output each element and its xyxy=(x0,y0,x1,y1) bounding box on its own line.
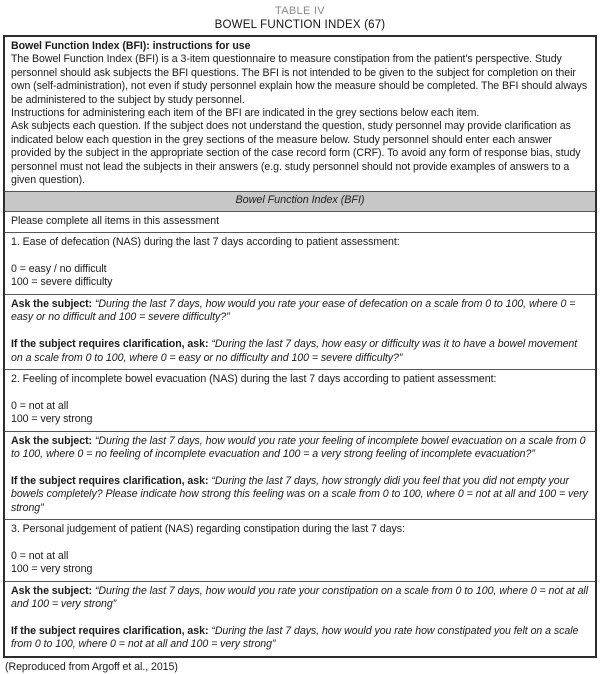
spacer xyxy=(11,386,589,399)
instructions-paragraph-3: Ask subjects each question. If the subject does not understand the question, study personnel may provide clarification as indicated below each question in the grey sections of the measure below. Study personnel should enter each answer provided by the subject in the appropriate section of the case record form (CRF). To avoid any form of response bias, study personnel must not lead the subjects in their answers (e.g. study personnel should not provide examples of answers to a given question). xyxy=(11,120,581,187)
spacer xyxy=(11,536,589,549)
clarification-label: If the subject requires clarification, ask: xyxy=(11,338,209,351)
item2-question-cell xyxy=(5,369,595,431)
spacer xyxy=(11,250,589,263)
ask-subject-quote: “During the last 7 days, how would you rate your constipation on a scale from 0 to 100, where 0 = not at all and 100 = very strong” xyxy=(11,584,589,610)
scale-low-label: 0 = not at all xyxy=(11,399,69,412)
instructions-cell xyxy=(5,37,595,191)
spacer xyxy=(11,325,589,338)
clarification-block xyxy=(11,625,589,652)
spacer xyxy=(11,611,589,624)
table-number-heading: TABLE IV xyxy=(275,5,325,17)
reproduced-caption: (Reproduced from Argoff et al., 2015) xyxy=(5,660,178,673)
question-text: 2. Feeling of incomplete bowel evacuation (NAS) during the last 7 days according to patient assessment: xyxy=(11,372,497,385)
ask-subject-quote: “During the last 7 days, how would you rate your feeling of incomplete bowel evacuation on a scale from 0 to 100, where 0 = no feeling of incomplete evacuation and 100 = a very strong feeling of incomplete evacuation?” xyxy=(11,434,586,460)
ask-subject-label: Ask the subject: xyxy=(11,584,93,597)
instructions-paragraph-1: The Bowel Function Index (BFI) is a 3-item questionnaire to measure constipation from the patient's perspective. Study personnel should ask subjects the BFI questions. The BFI is not intended to be given to the subject for completion on their own (self-administration), not even if study personnel explain how the measure should be completed. The BFI should always be administered to the subject by study personnel. xyxy=(11,53,588,106)
instructions-heading: Bowel Function Index (BFI): instructions for use xyxy=(11,40,251,52)
ask-subject-block xyxy=(11,435,589,462)
scale-low-label: 0 = easy / no difficult xyxy=(11,263,107,276)
table-caption-block xyxy=(3,5,597,32)
bfi-band-header: Bowel Function Index (BFI) xyxy=(5,191,595,210)
clarification-quote: “During the last 7 days, how would you rate how constipated you felt on a scale from 0 to 100, where 0 = not at all and 100 = very strong” xyxy=(11,624,579,651)
bfi-table xyxy=(3,35,597,658)
item1-instructions-cell xyxy=(5,294,595,369)
scale-low-label: 0 = not at all xyxy=(11,549,69,562)
clarification-block xyxy=(11,338,589,365)
clarification-quote: “During the last 7 days, how easy or difficulty was it to have a bowel movement on a scale from 0 to 100, where 0 = easy or no difficulty and 100 = severe difficulty?” xyxy=(11,338,578,364)
ask-subject-quote: “During the last 7 days, how would you rate your ease of defecation on a scale from 0 to 100, where 0 = easy or no difficult and 100 = severe difficulty?” xyxy=(11,297,576,324)
clarification-label: If the subject requires clarification, ask: xyxy=(11,624,209,637)
item2-instructions-cell xyxy=(5,431,595,519)
ask-subject-block xyxy=(11,585,589,612)
question-text: 3. Personal judgement of patient (NAS) regarding constipation during the last 7 days: xyxy=(11,522,405,535)
item1-question-cell xyxy=(5,232,595,294)
scale-high-label: 100 = very strong xyxy=(11,413,93,426)
table-title-heading: BOWEL FUNCTION INDEX (67) xyxy=(214,19,386,31)
scale-high-label: 100 = severe difficulty xyxy=(11,276,113,289)
complete-note-row: Please complete all items in this assessment xyxy=(5,211,595,232)
spacer xyxy=(11,461,589,474)
ask-subject-block xyxy=(11,298,589,325)
item3-instructions-cell xyxy=(5,581,595,656)
ask-subject-label: Ask the subject: xyxy=(11,434,93,447)
instructions-paragraph-2: Instructions for administering each item of the BFI are indicated in the grey sections below each item. xyxy=(11,107,480,120)
clarification-block xyxy=(11,475,589,515)
ask-subject-label: Ask the subject: xyxy=(11,297,93,310)
scale-high-label: 100 = very strong xyxy=(11,563,93,576)
clarification-label: If the subject requires clarification, ask: xyxy=(11,474,209,487)
item3-question-cell xyxy=(5,519,595,581)
question-text: 1. Ease of defecation (NAS) during the last 7 days according to patient assessment: xyxy=(11,236,400,249)
clarification-quote: “During the last 7 days, how strongly didi you feel that you did not empty your bowels completely? Please indicate how strong this feeling was on a scale from 0 to 100, where 0 = not at all and 100 = very strong” xyxy=(11,474,588,514)
